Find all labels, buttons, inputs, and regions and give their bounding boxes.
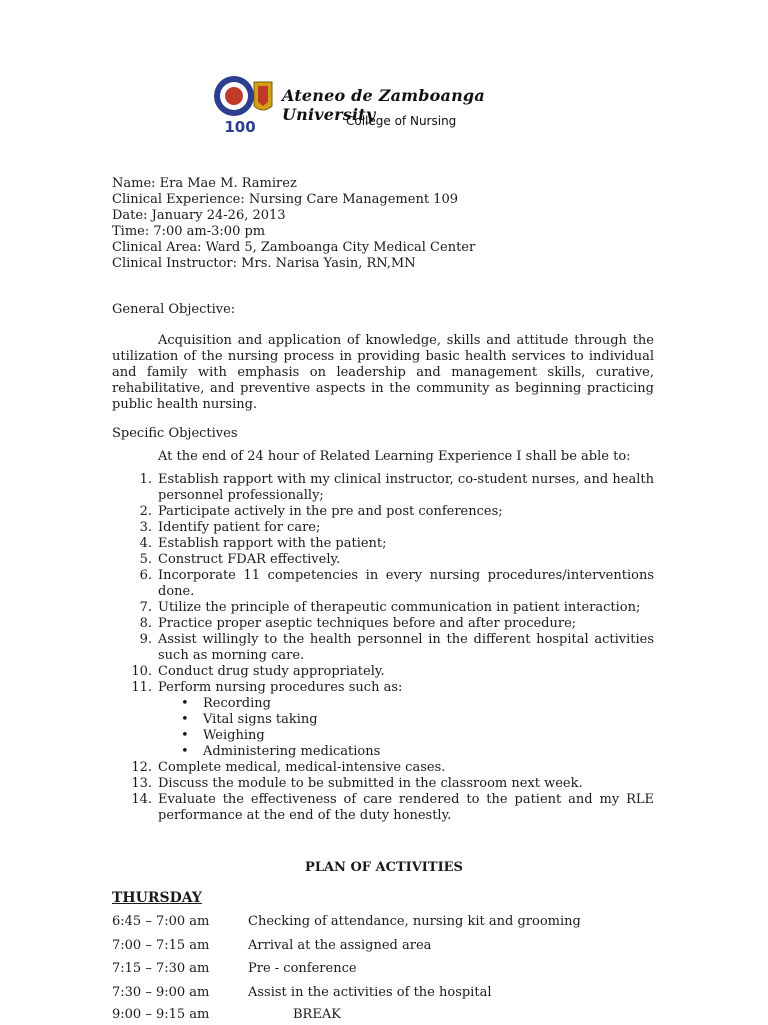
letterhead <box>210 72 570 136</box>
objective-number: 6. <box>139 568 152 583</box>
objective-text: Perform nursing procedures such as: <box>158 680 403 695</box>
bullet-icon: • <box>181 728 189 743</box>
procedures-sublist <box>158 696 654 760</box>
objective-number: 13. <box>131 776 152 791</box>
schedule-row <box>112 985 672 1003</box>
objective-number: 8. <box>139 616 152 631</box>
schedule-time: 6:45 – 7:00 am <box>112 914 210 929</box>
schedule-activity: Pre - conference <box>248 961 357 976</box>
schedule-activity: Arrival at the assigned area <box>248 938 432 953</box>
objective-text: Participate actively in the pre and post conferences; <box>158 504 503 519</box>
objective-text: Identify patient for care; <box>158 520 321 535</box>
schedule-row <box>112 914 672 932</box>
specific-objectives-heading: Specific Objectives <box>112 426 238 441</box>
objective-number: 4. <box>139 536 152 551</box>
objective-item <box>112 520 654 536</box>
objective-text: Practice proper aseptic techniques before and after procedure; <box>158 616 577 631</box>
procedure-text: Weighing <box>203 728 265 743</box>
bullet-icon: • <box>181 744 189 759</box>
objective-number: 1. <box>139 472 152 487</box>
objective-item <box>112 632 654 664</box>
procedure-item <box>158 712 654 728</box>
objective-number: 10. <box>131 664 152 679</box>
general-objective-text: Acquisition and application of knowledge, skills and attitude through the utilization of the nursing process in providing basic health services to individual and family with emphasis on leadership and management skills, curative, rehabilitative, and preventive aspects in the community as beginning practicing public health nursing. <box>112 333 654 412</box>
objective-text: Evaluate the effectiveness of care rendered to the patient and my RLE performance at the end of the duty honestly. <box>158 792 654 823</box>
objective-number: 3. <box>139 520 152 535</box>
bullet-icon: • <box>181 712 189 727</box>
objective-text: Incorporate 11 competencies in every nursing procedures/interventions done. <box>158 568 654 599</box>
objective-item <box>112 536 654 552</box>
objective-item <box>112 680 654 760</box>
student-info-block <box>112 176 672 272</box>
schedule-time: 7:30 – 9:00 am <box>112 985 210 1000</box>
procedure-text: Recording <box>203 696 271 711</box>
schedule-time: 7:00 – 7:15 am <box>112 938 210 953</box>
objective-text: Conduct drug study appropriately. <box>158 664 385 679</box>
schedule-time: 9:00 – 9:15 am <box>112 1007 210 1022</box>
general-objective-heading: General Objective: <box>112 302 236 317</box>
objective-number: 14. <box>131 792 152 807</box>
objective-item <box>112 792 654 824</box>
schedule-activity: Checking of attendance, nursing kit and grooming <box>248 914 581 929</box>
objective-item <box>112 472 654 504</box>
university-seal-icon <box>210 72 274 136</box>
objective-text: Utilize the principle of therapeutic communication in patient interaction; <box>158 600 641 615</box>
procedure-item <box>158 744 654 760</box>
objective-number: 9. <box>139 632 152 647</box>
info-line-clinical-experience: Clinical Experience: Nursing Care Management 109 <box>112 192 458 207</box>
objective-item <box>112 664 654 680</box>
info-line-date: Date: January 24-26, 2013 <box>112 208 286 223</box>
procedure-text: Vital signs taking <box>203 712 318 727</box>
bullet-icon: • <box>181 696 189 711</box>
objective-text: Complete medical, medical-intensive cases. <box>158 760 446 775</box>
info-line-name: Name: Era Mae M. Ramirez <box>112 176 297 191</box>
objective-text: Establish rapport with the patient; <box>158 536 387 551</box>
procedure-item <box>158 728 654 744</box>
objective-text: Establish rapport with my clinical instructor, co-student nurses, and health personnel professionally; <box>158 472 654 503</box>
info-line-clinical-instructor: Clinical Instructor: Mrs. Narisa Yasin, RN,MN <box>112 256 416 271</box>
plan-of-activities-heading: PLAN OF ACTIVITIES <box>305 860 463 875</box>
schedule-row <box>112 1007 672 1025</box>
objective-text: Discuss the module to be submitted in the classroom next week. <box>158 776 583 791</box>
objective-text: Assist willingly to the health personnel in the different hospital activities such as morning care. <box>158 632 654 663</box>
objective-item <box>112 600 654 616</box>
objective-number: 7. <box>139 600 152 615</box>
schedule-row <box>112 961 672 979</box>
objective-text: Construct FDAR effectively. <box>158 552 341 567</box>
schedule-activity: Assist in the activities of the hospital <box>248 985 492 1000</box>
objective-item <box>112 616 654 632</box>
procedure-item <box>158 696 654 712</box>
day-heading: THURSDAY <box>112 890 202 906</box>
college-name: College of Nursing <box>346 114 457 128</box>
specific-objectives-list <box>112 472 654 824</box>
objective-item <box>112 552 654 568</box>
svg-text:100: 100 <box>224 118 256 136</box>
objective-number: 12. <box>131 760 152 775</box>
specific-objectives-intro: At the end of 24 hour of Related Learning Experience I shall be able to: <box>158 449 631 464</box>
procedure-text: Administering medications <box>203 744 381 759</box>
objective-item <box>112 568 654 600</box>
objective-item <box>112 776 654 792</box>
university-name: Ateneo de Zamboanga University <box>282 86 485 124</box>
schedule-row <box>112 938 672 956</box>
schedule-activity: BREAK <box>293 1007 341 1022</box>
objective-number: 2. <box>139 504 152 519</box>
objective-item <box>112 504 654 520</box>
info-line-clinical-area: Clinical Area: Ward 5, Zamboanga City Medical Center <box>112 240 476 255</box>
objective-item <box>112 760 654 776</box>
objective-number: 5. <box>139 552 152 567</box>
schedule-time: 7:15 – 7:30 am <box>112 961 210 976</box>
info-line-time: Time: 7:00 am-3:00 pm <box>112 224 266 239</box>
objective-number: 11. <box>131 680 152 695</box>
